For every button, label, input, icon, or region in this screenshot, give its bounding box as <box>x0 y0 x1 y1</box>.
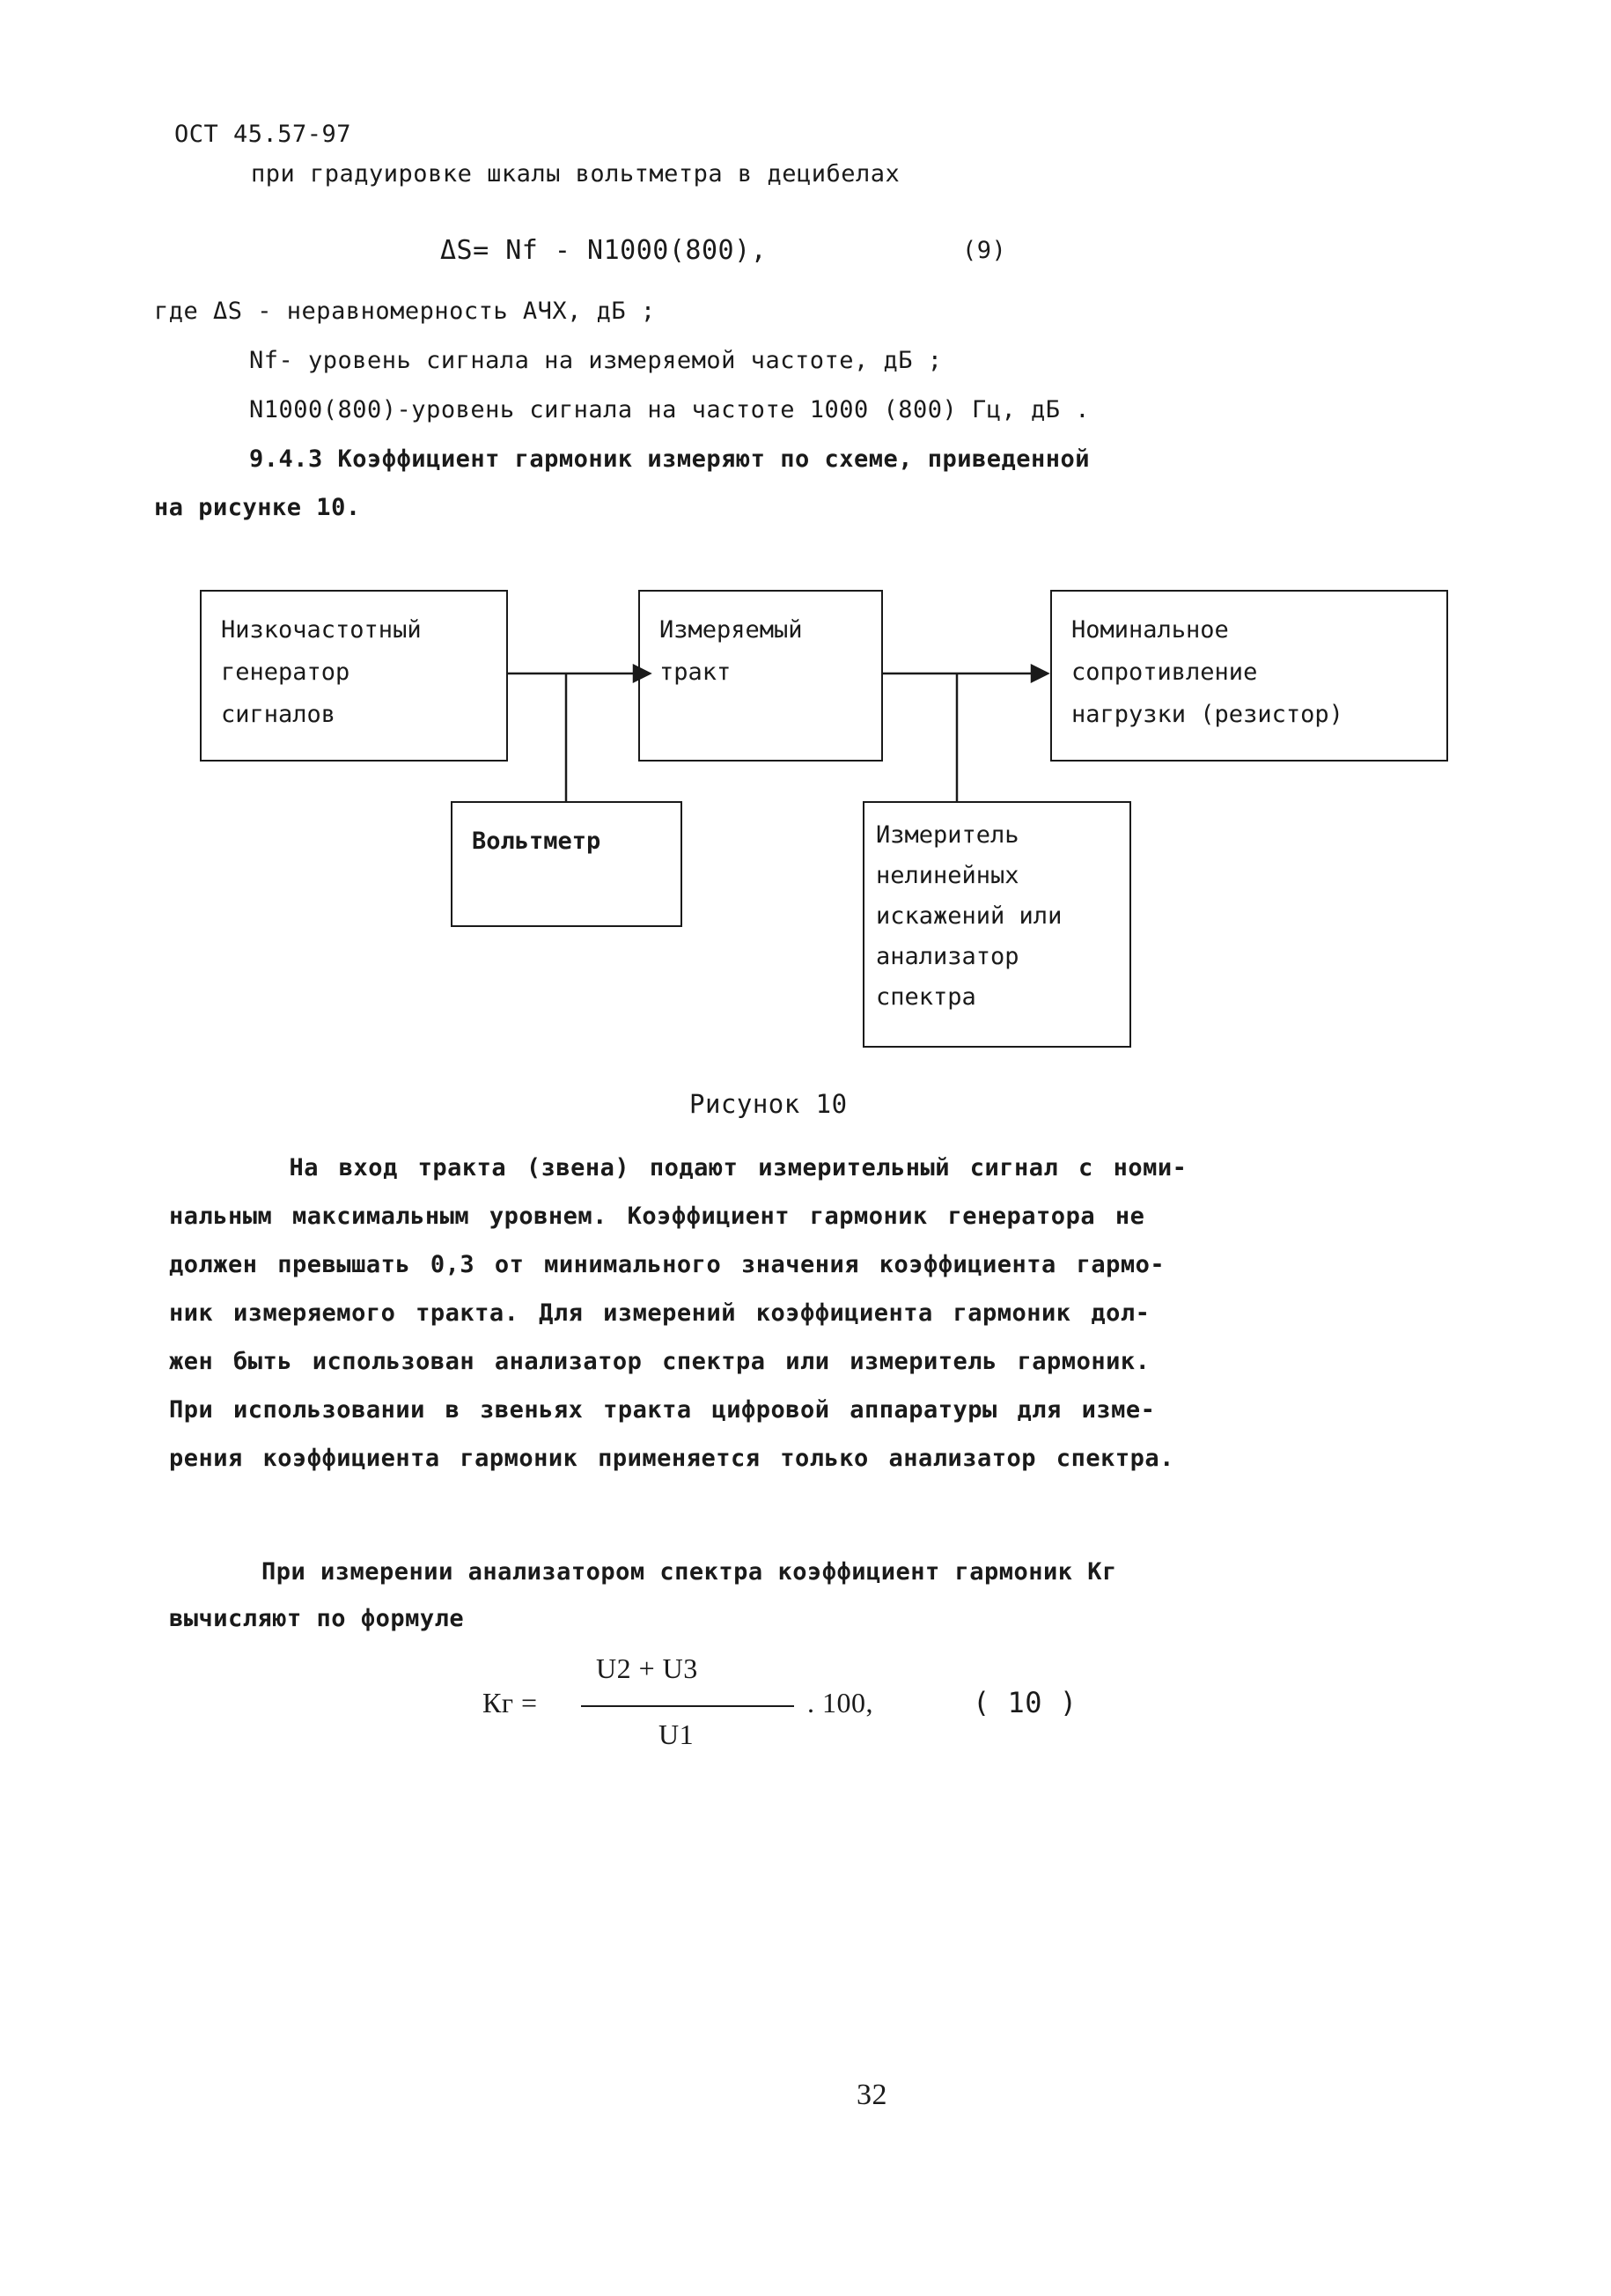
formula-10-number: ( 10 ) <box>973 1686 1078 1719</box>
formula-10-denominator: U1 <box>658 1718 695 1750</box>
formula-10-fraction-bar <box>581 1705 794 1707</box>
formula-10-suffix: . 100, <box>807 1687 873 1718</box>
meter-label-5: спектра <box>876 983 976 1011</box>
body-line: При использовании в звеньях тракта цифровой аппаратуры для изме- <box>169 1396 1156 1424</box>
voltmeter-label: Вольтметр <box>472 828 601 855</box>
definition-delta-s: где ΔS - неравномерность АЧХ, дБ ; <box>154 298 656 325</box>
tract-box <box>638 590 883 762</box>
generator-label-2: генератор <box>221 659 350 686</box>
load-box <box>1050 590 1448 762</box>
body-line: На вход тракта (звена) подают измерительный сигнал с номи- <box>169 1154 1188 1181</box>
formula-9-number: (9) <box>962 237 1007 264</box>
paragraph-9-4-3-line-2: на рисунке 10. <box>154 494 361 521</box>
page-number: 32 <box>857 2079 887 2111</box>
load-label-2: сопротивление <box>1071 659 1258 686</box>
formula-10-lhs: Кг = <box>482 1687 538 1718</box>
meter-label-3: искажений или <box>876 902 1063 930</box>
generator-label-3: сигналов <box>221 701 336 728</box>
body-line: ник измеряемого тракта. Для измерений коэффициента гармоник дол- <box>169 1299 1151 1327</box>
load-label-1: Номинальное <box>1071 616 1229 644</box>
body-line: рения коэффициента гармоник применяется только анализатор спектра. <box>169 1445 1174 1472</box>
meter-label-2: нелинейных <box>876 862 1019 889</box>
formula-10-numerator: U2 + U3 <box>596 1652 698 1684</box>
generator-label-1: Низкочастотный <box>221 616 422 644</box>
formula-9: ΔS= Nf - N1000(800), <box>440 235 768 266</box>
definition-n1000: N1000(800)-уровень сигнала на частоте 1000 (800) Гц, дБ . <box>249 396 1091 423</box>
tract-label-2: тракт <box>659 659 732 686</box>
figure-caption: Рисунок 10 <box>689 1089 848 1119</box>
measure-line-1: При измерении анализатором спектра коэффициент гармоник Кг <box>261 1558 1117 1586</box>
generator-box <box>200 590 508 762</box>
body-line: жен быть использован анализатор спектра или измеритель гармоник. <box>169 1348 1151 1375</box>
paragraph-9-4-3-line-1: 9.4.3 Коэффициент гармоник измеряют по схеме, приведенной <box>249 445 1091 473</box>
meter-label-4: анализатор <box>876 943 1019 970</box>
voltmeter-box <box>451 801 682 927</box>
load-label-3: нагрузки (резистор) <box>1071 701 1343 728</box>
definition-nf: Nf- уровень сигнала на измеряемой частоте, дБ ; <box>249 347 943 374</box>
measure-line-2: вычисляют по формуле <box>169 1605 465 1632</box>
meter-label-1: Измеритель <box>876 821 1019 849</box>
doc-header: ОСТ 45.57-97 <box>174 121 352 148</box>
body-line: нальным максимальным уровнем. Коэффициент гармоник генератора не <box>169 1203 1145 1230</box>
distortion-meter-box <box>863 801 1131 1048</box>
tract-label-1: Измеряемый <box>659 616 803 644</box>
intro-line: при градуировке шкалы вольтметра в децибелах <box>251 160 901 188</box>
body-line: должен превышать 0,3 от минимального значения коэффициента гармо- <box>169 1251 1166 1278</box>
